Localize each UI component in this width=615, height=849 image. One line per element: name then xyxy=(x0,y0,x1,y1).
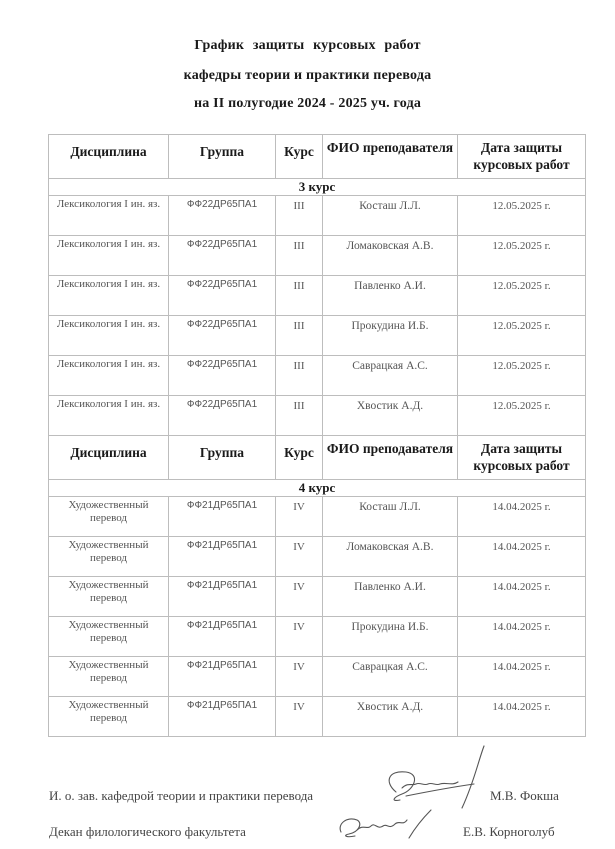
cell-course: IV xyxy=(276,697,323,737)
section-title: 3 курс xyxy=(49,179,586,196)
section-row xyxy=(49,480,586,497)
column-header-group: Группа xyxy=(169,436,276,480)
cell-discipline: Художественный перевод xyxy=(49,497,169,537)
cell-discipline: Художественный перевод xyxy=(49,617,169,657)
cell-teacher: Косташ Л.Л. xyxy=(323,497,458,537)
cell-group: ФФ22ДР65ПА1 xyxy=(169,236,276,276)
cell-group: ФФ21ДР65ПА1 xyxy=(169,657,276,697)
cell-date: 14.04.2025 г. xyxy=(458,657,586,697)
cell-group: ФФ21ДР65ПА1 xyxy=(169,537,276,577)
cell-course: III xyxy=(276,196,323,236)
cell-course: III xyxy=(276,356,323,396)
cell-date: 12.05.2025 г. xyxy=(458,236,586,276)
table-row xyxy=(49,236,586,276)
cell-teacher: Саврацкая А.С. xyxy=(323,356,458,396)
column-header-teacher: ФИО преподавателя xyxy=(323,436,458,480)
cell-discipline: Художественный перевод xyxy=(49,577,169,617)
cell-course: IV xyxy=(276,497,323,537)
table-row xyxy=(49,657,586,697)
head-signature-icon xyxy=(366,742,496,814)
cell-date: 12.05.2025 г. xyxy=(458,396,586,436)
cell-date: 14.04.2025 г. xyxy=(458,537,586,577)
table-row xyxy=(49,577,586,617)
column-header-date: Дата защиты курсовых работ xyxy=(458,436,586,480)
dean-name: Е.В. Корноголуб xyxy=(463,824,555,839)
cell-teacher: Саврацкая А.С. xyxy=(323,657,458,697)
document-title: График защиты курсовых работ xyxy=(194,38,421,53)
cell-course: IV xyxy=(276,577,323,617)
cell-date: 12.05.2025 г. xyxy=(458,356,586,396)
cell-teacher: Прокудина И.Б. xyxy=(323,316,458,356)
cell-course: III xyxy=(276,316,323,356)
cell-teacher: Ломаковская А.В. xyxy=(323,537,458,577)
cell-date: 12.05.2025 г. xyxy=(458,316,586,356)
cell-group: ФФ22ДР65ПА1 xyxy=(169,396,276,436)
table-row xyxy=(49,196,586,236)
schedule-table-body xyxy=(49,135,586,737)
cell-discipline: Лексикология I ин. яз. xyxy=(49,356,169,396)
cell-teacher: Косташ Л.Л. xyxy=(323,196,458,236)
cell-group: ФФ21ДР65ПА1 xyxy=(169,577,276,617)
cell-discipline: Лексикология I ин. яз. xyxy=(49,196,169,236)
table-row xyxy=(49,396,586,436)
cell-group: ФФ21ДР65ПА1 xyxy=(169,617,276,657)
cell-discipline: Лексикология I ин. яз. xyxy=(49,276,169,316)
cell-course: III xyxy=(276,236,323,276)
column-header-teacher: ФИО преподавателя xyxy=(323,135,458,179)
cell-group: ФФ22ДР65ПА1 xyxy=(169,356,276,396)
column-header-course: Курс xyxy=(276,436,323,480)
column-header-discipline: Дисциплина xyxy=(49,436,169,480)
cell-discipline: Лексикология I ин. яз. xyxy=(49,236,169,276)
cell-group: ФФ21ДР65ПА1 xyxy=(169,697,276,737)
cell-teacher: Ломаковская А.В. xyxy=(323,236,458,276)
cell-discipline: Художественный перевод xyxy=(49,657,169,697)
cell-date: 14.04.2025 г. xyxy=(458,697,586,737)
section-title: 4 курс xyxy=(49,480,586,497)
cell-discipline: Лексикология I ин. яз. xyxy=(49,316,169,356)
cell-date: 12.05.2025 г. xyxy=(458,276,586,316)
table-row xyxy=(49,316,586,356)
column-header-group: Группа xyxy=(169,135,276,179)
cell-teacher: Хвостик А.Д. xyxy=(323,697,458,737)
defense-schedule-table xyxy=(48,134,586,737)
table-row xyxy=(49,537,586,577)
head-of-department-name: М.В. Фокша xyxy=(490,788,559,803)
cell-date: 14.04.2025 г. xyxy=(458,497,586,537)
cell-discipline: Художественный перевод xyxy=(49,697,169,737)
dean-role: Декан филологического факультета xyxy=(49,824,246,839)
cell-discipline: Художественный перевод xyxy=(49,537,169,577)
table-header-row xyxy=(49,436,586,480)
table-row xyxy=(49,697,586,737)
cell-teacher: Хвостик А.Д. xyxy=(323,396,458,436)
table-row xyxy=(49,617,586,657)
cell-group: ФФ22ДР65ПА1 xyxy=(169,276,276,316)
cell-course: IV xyxy=(276,537,323,577)
table-header-row xyxy=(49,135,586,179)
dean-signature-icon xyxy=(333,808,453,848)
column-header-course: Курс xyxy=(276,135,323,179)
head-of-department-role: И. о. зав. кафедрой теории и практики перевода xyxy=(49,788,314,803)
column-header-discipline: Дисциплина xyxy=(49,135,169,179)
document-subtitle-period: на II полугодие 2024 - 2025 уч. года xyxy=(193,96,422,111)
cell-teacher: Павленко А.И. xyxy=(323,276,458,316)
table-row xyxy=(49,497,586,537)
cell-date: 14.04.2025 г. xyxy=(458,617,586,657)
document-subtitle-department: кафедры теории и практики перевода xyxy=(183,68,432,83)
table-row xyxy=(49,356,586,396)
cell-group: ФФ22ДР65ПА1 xyxy=(169,196,276,236)
cell-course: III xyxy=(276,396,323,436)
cell-date: 14.04.2025 г. xyxy=(458,577,586,617)
section-row xyxy=(49,179,586,196)
cell-course: IV xyxy=(276,657,323,697)
cell-date: 12.05.2025 г. xyxy=(458,196,586,236)
cell-course: III xyxy=(276,276,323,316)
cell-teacher: Прокудина И.Б. xyxy=(323,617,458,657)
cell-course: IV xyxy=(276,617,323,657)
cell-group: ФФ22ДР65ПА1 xyxy=(169,316,276,356)
column-header-date: Дата защиты курсовых работ xyxy=(458,135,586,179)
cell-teacher: Павленко А.И. xyxy=(323,577,458,617)
table-row xyxy=(49,276,586,316)
cell-discipline: Лексикология I ин. яз. xyxy=(49,396,169,436)
cell-group: ФФ21ДР65ПА1 xyxy=(169,497,276,537)
